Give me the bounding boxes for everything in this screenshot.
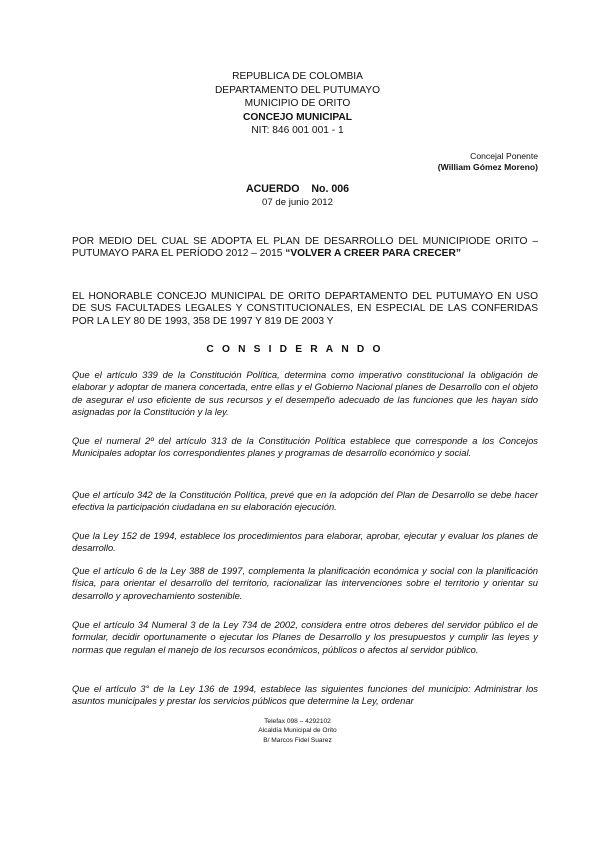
- considerando-paragraph: Que el artículo 6 de la Ley 388 de 1997, complementa la planificación económica y social con la planificación física, para orientar el desarrollo del territorio, racionalizar las intervenciones sobre el territorio y orientar su desarrollo y aprovechamiento sostenible.: [72, 565, 538, 601]
- ponente-block: [438, 151, 538, 173]
- country-line: REPUBLICA DE COLOMBIA: [232, 71, 363, 82]
- objeto-text: POR MEDIO DEL CUAL SE ADOPTA EL PLAN DE DESARROLLO DEL MUNICIPIODE ORITO – PUTUMAYO PARA EL PERÍODO 2012 – 2015: [72, 236, 538, 260]
- letterhead: [0, 70, 595, 138]
- objeto-slogan: “VOLVER A CREER PARA CRECER”: [285, 248, 461, 260]
- acuerdo-block: [0, 183, 595, 209]
- considerando-heading: CONSIDERANDO: [206, 344, 389, 355]
- considerando-paragraph: Que la Ley 152 de 1994, establece los procedimientos para elaborar, aprobar, ejecutar y evaluar los planes de desarrollo.: [72, 530, 538, 554]
- considerando-paragraph: Que el artículo 3° de la Ley 136 de 1994, establece las siguientes funciones del municipio: Administrar los asuntos municipales y prestar los servicios públicos que determine la Ley, ordenar: [72, 683, 538, 707]
- objeto-paragraph: [72, 236, 538, 261]
- footer-phone: Telefax 098 – 4292102: [264, 718, 331, 725]
- concejo-paragraph: EL HONORABLE CONCEJO MUNICIPAL DE ORITO DEPARTAMENTO DEL PUTUMAYO EN USO DE SUS FACULTADES LEGALES Y CONSTITUCIONALES, EN ESPECIAL DE LAS CONFERIDAS POR LA LEY 80 DE 1993, 358 DE 1997 Y 819 DE 2003 Y: [72, 291, 538, 327]
- considerando-paragraph: Que el artículo 342 de la Constitución Política, prevé que en la adopción del Plan de Desarrollo se debe hacer efectiva la participación ciudadana en su elaboración ejecución.: [72, 489, 538, 513]
- council-line: CONCEJO MUNICIPAL: [242, 111, 353, 123]
- ponente-name: (William Gómez Moreno): [437, 162, 538, 172]
- nit-line: NIT: 846 001 001 - 1: [251, 125, 344, 137]
- footer-office: Alcaldía Municipal de Orito: [258, 727, 337, 735]
- ponente-label: Concejal Ponente: [470, 151, 538, 161]
- considerando-paragraph: Que el numeral 2º del artículo 313 de la Constitución Política establece que corresponde a los Concejos Municipales adoptar los correspondientes planes y programas de desarrollo económico y social.: [72, 435, 538, 459]
- page-footer: [0, 717, 595, 745]
- footer-address: B/ Marcos Fidel Suarez: [263, 736, 332, 744]
- municipality-line: MUNICIPIO DE ORITO: [244, 98, 351, 110]
- department-line: DEPARTAMENTO DEL PUTUMAYO: [214, 84, 381, 96]
- acuerdo-title: ACUERDO No. 006: [245, 183, 349, 195]
- acuerdo-date: 07 de junio 2012: [262, 197, 333, 208]
- considerando-paragraph: Que el artículo 34 Numeral 3 de la Ley 734 de 2002, considera entre otros deberes del servidor público el de formular, decidir oportunamente o ejecutar los Planes de Desarrollo y los presupuestos y cumplir las leyes y normas que regulan el manejo de los recursos económicos, públicos o afectos al servidor público.: [72, 619, 538, 655]
- considerando-paragraph: Que el artículo 339 de la Constitución Política, determina como imperativo constitucional la obligación de elaborar y adoptar de manera concertada, entre ellas y el Gobierno Nacional planes de Desarrollo con el objeto de asegurar el uso eficiente de sus recursos y el desempeño adecuado de las funciones que les hayan sido asignadas por la Constitución y la ley.: [72, 369, 538, 417]
